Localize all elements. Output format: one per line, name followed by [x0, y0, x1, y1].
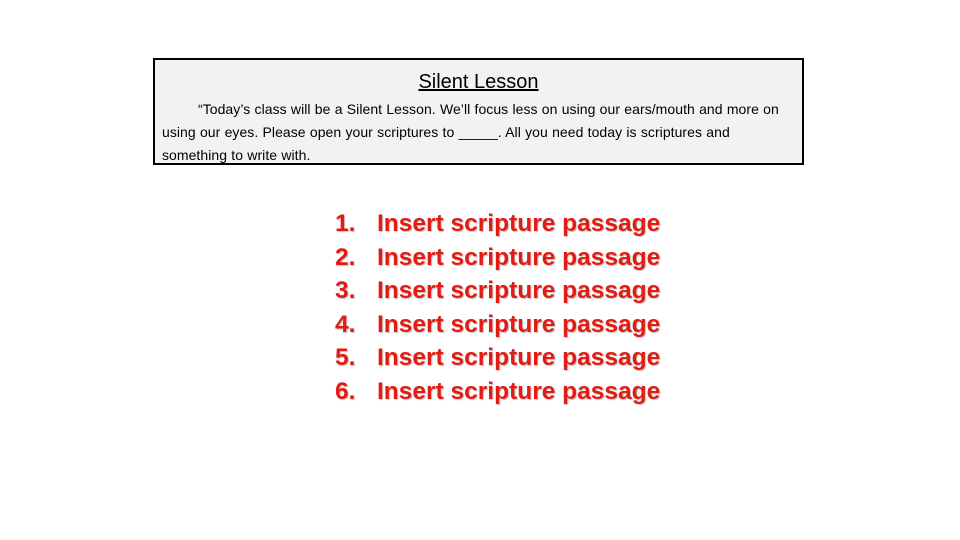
list-item — [335, 341, 660, 375]
list-item-number: 1. — [335, 210, 356, 237]
lesson-instructions-text: “Today’s class will be a Silent Lesson. We’ll focus less on using our ears/mouth and more on using our eyes. Please open your scriptures to _____. All you need today is scriptures and something to write with. — [162, 101, 779, 163]
scripture-passage-placeholder: Insert scripture passage — [377, 243, 661, 271]
lesson-instructions-box — [153, 58, 804, 165]
list-item-number: 6. — [335, 377, 356, 405]
scripture-passage-placeholder: Insert scripture passage — [377, 277, 661, 305]
scripture-passage-placeholder: Insert scripture passage — [377, 310, 661, 338]
list-item — [335, 375, 660, 409]
list-item — [335, 308, 660, 342]
list-item-number: 2. — [335, 243, 356, 271]
list-item — [335, 207, 660, 241]
scripture-passage-placeholder: Insert scripture passage — [377, 377, 661, 405]
list-item — [335, 241, 660, 275]
list-item-number: 3. — [335, 277, 356, 305]
lesson-title: Silent Lesson — [418, 71, 539, 93]
scripture-passage-list — [335, 207, 660, 409]
scripture-passage-placeholder: Insert scripture passage — [377, 210, 661, 237]
list-item-number: 4. — [335, 310, 356, 338]
scripture-passage-placeholder: Insert scripture passage — [377, 344, 661, 372]
list-item — [335, 274, 660, 308]
list-item-number: 5. — [335, 344, 356, 372]
